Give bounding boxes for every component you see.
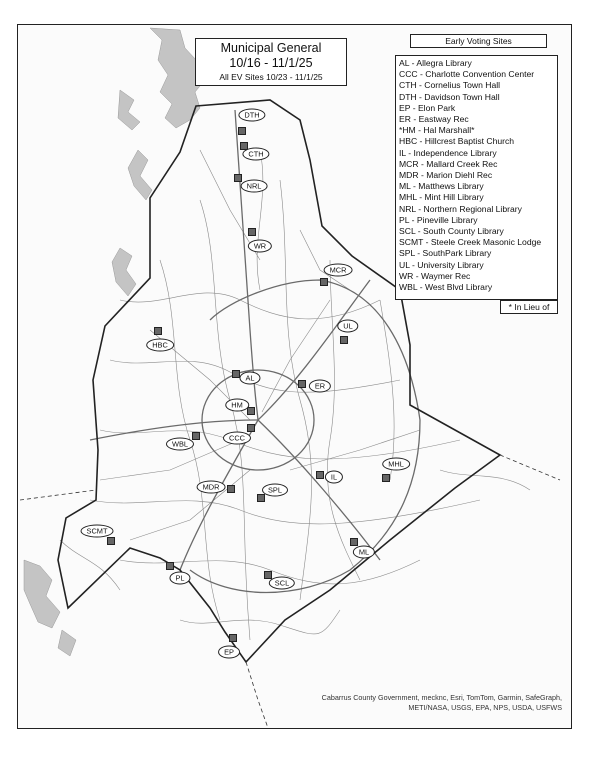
mountain-island-lake <box>112 248 136 296</box>
site-label: ER <box>309 380 331 393</box>
legend-item: DTH - Davidson Town Hall <box>399 91 500 102</box>
building-icon <box>382 474 390 482</box>
building-icon <box>154 327 162 335</box>
legend-item: SPL - SouthPark Library <box>399 248 492 259</box>
legend <box>395 55 558 300</box>
building-icon <box>316 471 324 479</box>
site-label: MDR <box>197 481 226 494</box>
building-icon <box>247 407 255 415</box>
legend-item: EP - Elon Park <box>399 102 456 113</box>
legend-item: *HM - Hal Marshall* <box>399 125 475 136</box>
legend-item: MDR - Marion Diehl Rec <box>399 170 493 181</box>
map-title-box <box>195 38 347 86</box>
site-label: SCMT <box>81 525 114 538</box>
site-label: HBC <box>146 339 174 352</box>
site-label: CTH <box>242 148 269 161</box>
building-icon <box>192 432 200 440</box>
legend-item: UL - University Library <box>399 259 484 270</box>
site-label: WR <box>248 240 272 253</box>
building-icon <box>107 537 115 545</box>
legend-note: * In Lieu of <box>500 300 558 314</box>
legend-item: AL - Allegra Library <box>399 58 472 68</box>
legend-item: WR - Waymer Rec <box>399 270 471 281</box>
building-icon <box>238 127 246 135</box>
lake-norman <box>118 28 205 200</box>
legend-title: Early Voting Sites <box>410 34 547 48</box>
building-icon <box>340 336 348 344</box>
legend-item: NRL - Northern Regional Library <box>399 203 522 214</box>
credits-line: METI/NASA, USGS, EPA, NPS, USDA, USFWS <box>408 703 562 712</box>
legend-item: SCL - South County Library <box>399 226 504 237</box>
site-label: AL <box>239 372 260 385</box>
site-label: SCL <box>269 577 295 590</box>
building-icon <box>234 174 242 182</box>
site-label: NRL <box>241 180 268 193</box>
map-credits <box>300 693 562 713</box>
legend-item: PL - Pineville Library <box>399 214 478 225</box>
site-label: IL <box>325 471 343 484</box>
legend-item: HBC - Hillcrest Baptist Church <box>399 136 515 147</box>
site-label: PL <box>169 572 190 585</box>
building-icon <box>264 571 272 579</box>
legend-item: ER - Eastway Rec <box>399 114 469 125</box>
credits-line: Cabarrus County Government, mecknc, Esri, TomTom, Garmin, SafeGraph, <box>321 693 562 702</box>
site-label: MCR <box>324 264 353 277</box>
site-label: CCC <box>223 432 251 445</box>
legend-item: MHL - Mint Hill Library <box>399 192 484 203</box>
map-dates: 10/16 - 11/1/25 <box>229 56 313 70</box>
building-icon <box>227 485 235 493</box>
building-icon <box>229 634 237 642</box>
legend-item: IL - Independence Library <box>399 147 497 158</box>
legend-item: CTH - Cornelius Town Hall <box>399 80 501 91</box>
building-icon <box>320 278 328 286</box>
building-icon <box>248 228 256 236</box>
site-label: MHL <box>382 458 410 471</box>
building-icon <box>350 538 358 546</box>
site-label: DTH <box>238 109 265 122</box>
site-label: SPL <box>262 484 288 497</box>
legend-item: MCR - Mallard Creek Rec <box>399 158 498 169</box>
building-icon <box>257 494 265 502</box>
building-icon <box>247 424 255 432</box>
site-label: WBL <box>166 438 194 451</box>
legend-item: ML - Matthews Library <box>399 181 484 192</box>
legend-item: SCMT - Steele Creek Masonic Lodge <box>399 237 542 248</box>
map-subtitle: All EV Sites 10/23 - 11/1/25 <box>219 72 323 82</box>
site-label: EP <box>218 646 240 659</box>
legend-item: WBL - West Blvd Library <box>399 282 493 293</box>
legend-item: CCC - Charlotte Convention Center <box>399 69 535 80</box>
site-label: UL <box>337 320 358 333</box>
site-label: ML <box>353 546 375 559</box>
map-title: Municipal General <box>220 41 322 55</box>
building-icon <box>166 562 174 570</box>
building-icon <box>298 380 306 388</box>
site-label: HM <box>225 399 249 412</box>
